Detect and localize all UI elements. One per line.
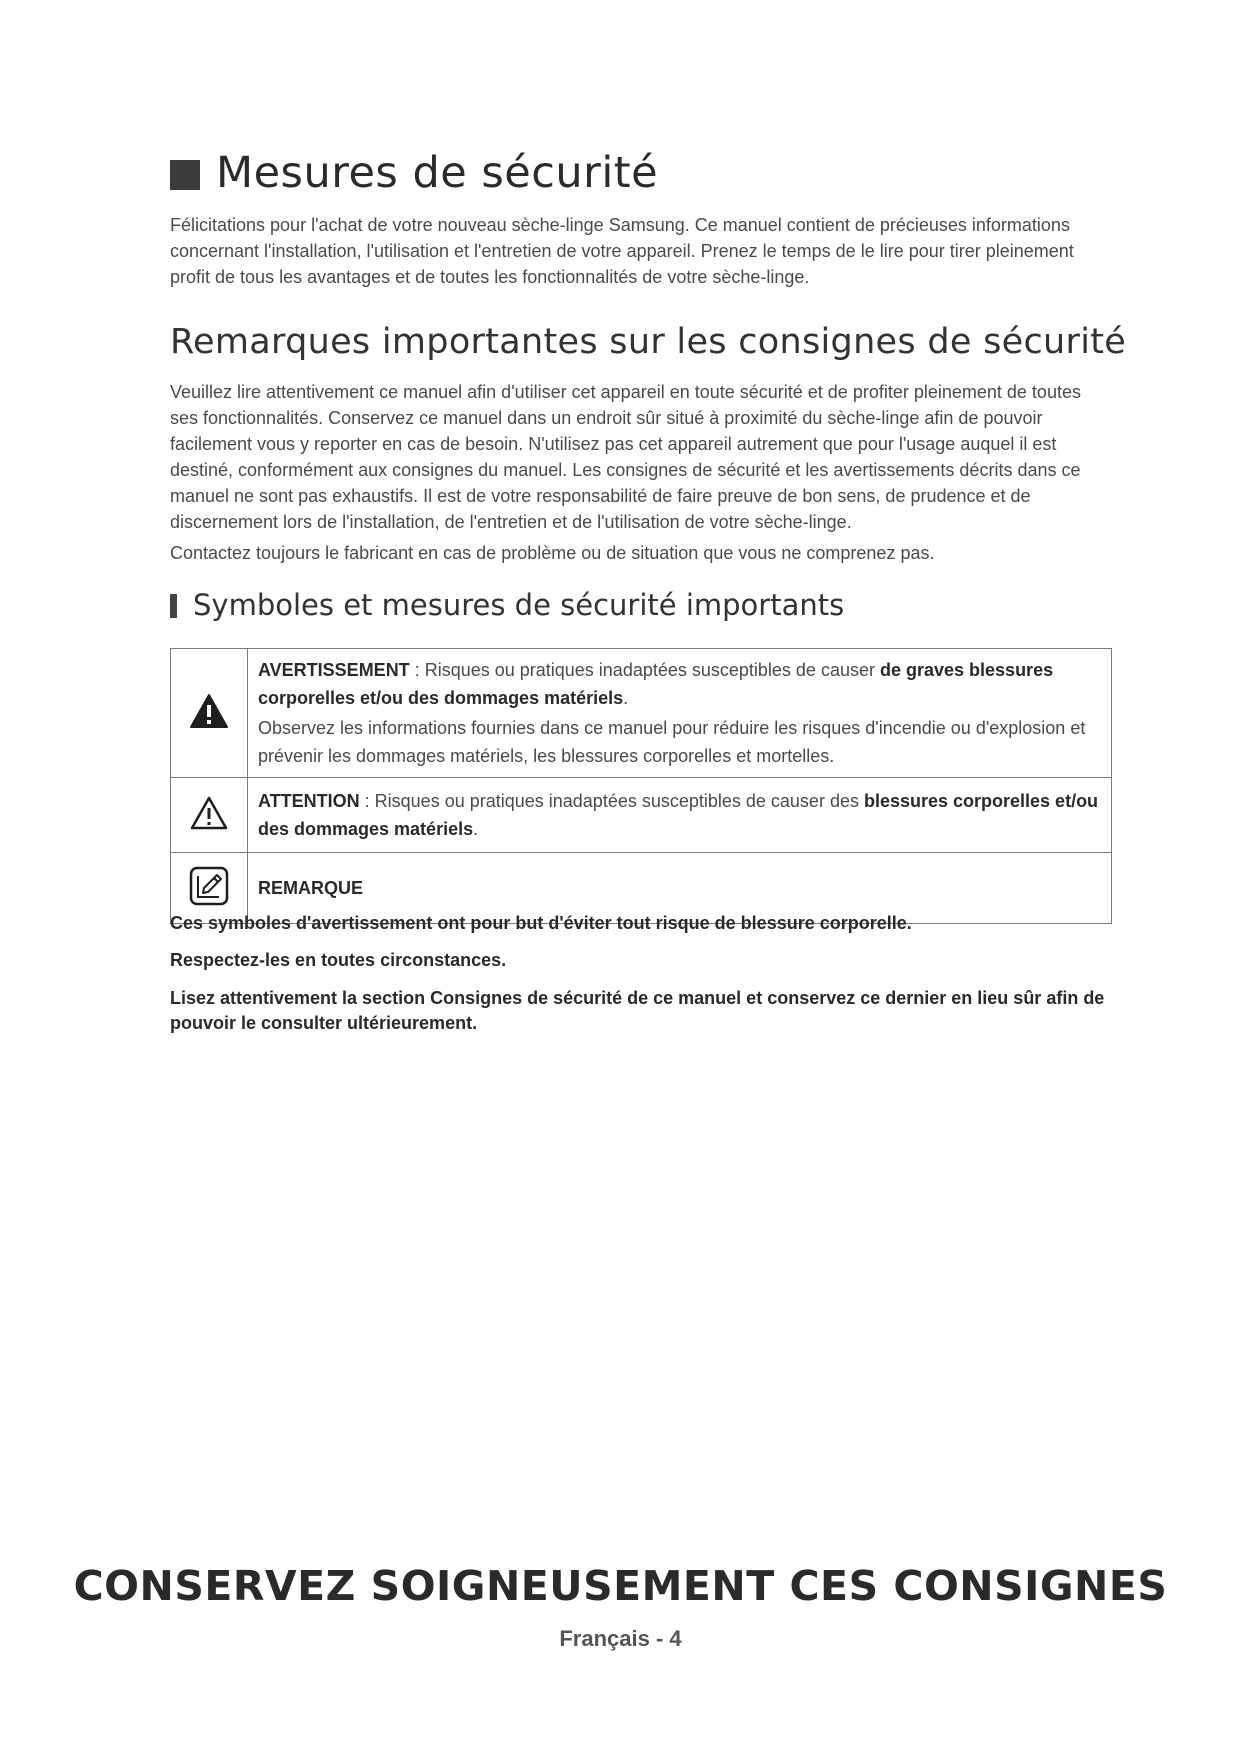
note-label: REMARQUE: [258, 878, 364, 898]
page-title: [170, 148, 658, 198]
caution-text: : Risques ou pratiques inadaptées susceptibles de causer des: [359, 791, 864, 811]
warning-icon-cell: [171, 649, 248, 778]
caution-label: ATTENTION: [258, 791, 360, 811]
heading-bar-icon: [170, 594, 177, 618]
page-number: Français - 4: [559, 1626, 682, 1651]
contact-paragraph: Contactez toujours le fabricant en cas de problème ou de situation que vous ne comprenez pas.: [170, 543, 935, 563]
intro-paragraph: Félicitations pour l'achat de votre nouveau sèche-linge Samsung. Ce manuel contient de précieuses informations concernant l'installation, l'utilisation et l'entretien de votre appareil. Prenez le temps de le lire pour tirer pleinement profit de tous les avantages et de toutes les fonctionnalités de votre sèche-linge.: [170, 215, 1074, 287]
title-square-icon: [170, 160, 200, 190]
warning-filled-triangle-icon: [189, 693, 229, 729]
caution-icon-cell: [171, 778, 248, 853]
keep-manual-note: Lisez attentivement la section Consignes de sécurité de ce manuel et conservez ce dernier en lieu sûr afin de pouvoir le consulter ultérieurement.: [170, 988, 1105, 1033]
warning-row: [171, 649, 1112, 778]
warning-text: : Risques ou pratiques inadaptées susceptibles de causer: [409, 660, 880, 680]
note-pencil-icon: [189, 866, 229, 906]
remarks-paragraph: Veuillez lire attentivement ce manuel afin d'utiliser cet appareil en toute sécurité et de profiter pleinement de toutes ses fonctionnalités. Conservez ce manuel dans un endroit sûr situé à proximité du sèche-linge afin de pouvoir facilement vous y reporter en cas de besoin. N'utilisez pas cet appareil autrement que pour l'usage auquel il est destiné, conformément aux consignes du manuel. Les consignes de sécurité et les avertissements décrits dans ce manuel ne sont pas exhaustifs. Il est de votre responsabilité de faire preuve de bon sens, de prudence et de discernement lors de l'installation, de l'entretien et de l'utilisation de votre sèche-linge.: [170, 382, 1081, 532]
caution-text-cell: [248, 778, 1112, 853]
remarks-heading: Remarques importantes sur les consignes de sécurité: [170, 322, 1127, 362]
footer-title: CONSERVEZ SOIGNEUSEMENT CES CONSIGNES: [73, 1562, 1168, 1610]
warning-detail: Observez les informations fournies dans ce manuel pour réduire les risques d'incendie ou d'explosion et prévenir les dommages matériels, les blessures corporelles et mortelles.: [258, 718, 1086, 766]
caution-outline-triangle-icon: [189, 795, 229, 831]
caution-row: [171, 778, 1112, 853]
symbols-table: [170, 648, 1112, 924]
symbols-heading: [170, 588, 844, 622]
page-title-text: Mesures de sécurité: [216, 148, 659, 198]
symbols-purpose-note: Ces symboles d'avertissement ont pour but d'éviter tout risque de blessure corporelle.: [170, 913, 912, 933]
warning-label: AVERTISSEMENT: [258, 660, 410, 680]
warning-text-cell: [248, 649, 1112, 778]
respect-note: Respectez-les en toutes circonstances.: [170, 950, 507, 970]
caution-bold-text: blessures corporelles et/ou des dommages matériels: [258, 791, 1099, 839]
caution-end: .: [473, 819, 479, 839]
warning-bold-text: de graves blessures corporelles et/ou des dommages matériels: [258, 660, 1054, 708]
symbols-heading-text: Symboles et mesures de sécurité importants: [193, 588, 845, 622]
warning-end: .: [623, 688, 629, 708]
